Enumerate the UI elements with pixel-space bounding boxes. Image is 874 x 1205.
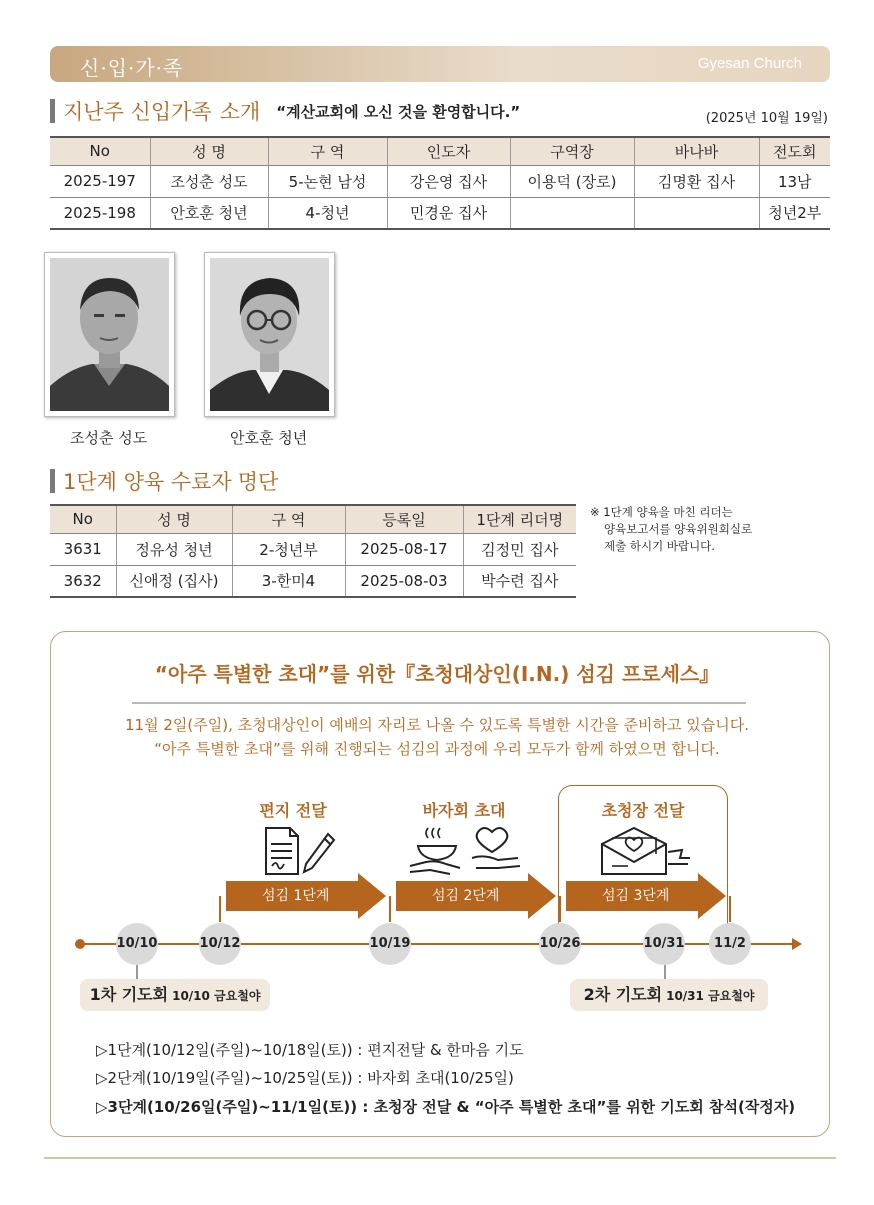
col-header: 1단계 리더명 xyxy=(463,505,576,533)
cell: 2025-197 xyxy=(50,165,150,197)
cell: 3631 xyxy=(50,533,116,565)
cell: 신애정 (집사) xyxy=(116,565,232,597)
stage-detail: ▷1단계(10/12일(주일)~10/18일(토)) : 편지전달 & 한마음 기도 xyxy=(96,1041,524,1059)
cell: 4-청년 xyxy=(268,197,387,229)
table-row xyxy=(50,197,830,229)
col-header: 바나바 xyxy=(634,137,759,165)
prayer-date: 10/31 금요철야 xyxy=(666,989,755,1003)
table-row xyxy=(50,165,830,197)
newcomers-title-suffix: 소개 xyxy=(219,100,261,124)
person-portrait-icon xyxy=(50,258,169,411)
date-marker: 10/31 xyxy=(643,923,685,965)
newcomers-heading xyxy=(50,96,520,126)
envelope-heart-icon xyxy=(598,826,694,878)
cell: 박수련 집사 xyxy=(463,565,576,597)
cell: 2025-08-03 xyxy=(345,565,463,597)
prayer-title: 2차 기도회 xyxy=(583,985,663,1004)
cell: 3632 xyxy=(50,565,116,597)
cell: 민경운 집사 xyxy=(387,197,510,229)
welcome-quote: “계산교회에 오신 것을 환영합니다.” xyxy=(276,102,521,121)
footer-divider xyxy=(44,1157,836,1159)
process-intro-line-2: “아주 특별한 초대”를 위해 진행되는 섬김의 과정에 우리 모두가 함께 하였으면 합니다. xyxy=(154,740,720,758)
connector-line xyxy=(664,965,666,979)
table-header-row xyxy=(50,137,830,165)
prayer-meeting-1 xyxy=(80,979,270,1011)
graduates-note xyxy=(590,504,752,555)
step3-title: 초청장 전달 xyxy=(601,801,685,820)
church-name: Gyesan Church xyxy=(697,55,802,72)
step2-label: 섬김 2단계 xyxy=(432,888,500,904)
col-header: 전도회 xyxy=(759,137,830,165)
issue-date: (2025년 10월 19일) xyxy=(705,111,828,126)
cell: 강은영 집사 xyxy=(387,165,510,197)
date-marker: 10/19 xyxy=(369,923,411,965)
cell xyxy=(634,197,759,229)
cell: 2025-198 xyxy=(50,197,150,229)
step3-label: 섬김 3단계 xyxy=(602,888,670,904)
col-header: 성 명 xyxy=(116,505,232,533)
timeline xyxy=(70,892,806,962)
photo-caption-1: 조성춘 성도 xyxy=(70,429,148,447)
stage-detail: ▷3단계(10/26일(주일)~11/1일(토)) : 초청장 전달 & “아주 특별한 초대”를 위한 기도회 참석(작정자) xyxy=(96,1098,796,1116)
cell: 2-청년부 xyxy=(232,533,345,565)
cell: 13남 xyxy=(759,165,830,197)
cell: 김정민 집사 xyxy=(463,533,576,565)
prayer-meeting-2 xyxy=(570,979,768,1011)
col-header: 구역장 xyxy=(510,137,634,165)
process-intro-line-1: 11월 2일(주일), 초청대상인이 예배의 자리로 나올 수 있도록 특별한 시간을 준비하고 있습니다. xyxy=(125,716,749,734)
banner-title: 신·입·가·족 xyxy=(80,56,184,80)
newcomer-photo-2 xyxy=(204,252,335,417)
photo-caption-2: 안호훈 청년 xyxy=(230,429,308,447)
prayer-title: 1차 기도회 xyxy=(89,985,169,1004)
heading-bar xyxy=(50,469,55,493)
connector-line xyxy=(136,965,138,979)
col-header: 등록일 xyxy=(345,505,463,533)
cell: 2025-08-17 xyxy=(345,533,463,565)
newcomer-photo-1 xyxy=(44,252,175,417)
stage-detail: ▷2단계(10/19일(주일)~10/25일(토)) : 바자회 초대(10/25일) xyxy=(96,1069,514,1087)
person-portrait-icon xyxy=(210,258,329,411)
note-line: 양육보고서를 양육위원회실로 xyxy=(604,522,753,536)
cell: 김명환 집사 xyxy=(634,165,759,197)
col-header: 구 역 xyxy=(232,505,345,533)
note-line: 제출 하시기 바랍니다. xyxy=(604,539,715,553)
heading-bar xyxy=(50,99,55,123)
step2-title: 바자회 초대 xyxy=(422,801,506,820)
date-marker: 10/26 xyxy=(539,923,581,965)
newcomers-table xyxy=(50,136,830,230)
table-row xyxy=(50,565,576,597)
table-row xyxy=(50,533,576,565)
col-header: 구 역 xyxy=(268,137,387,165)
food-heart-icon xyxy=(406,822,526,878)
cell: 정유성 청년 xyxy=(116,533,232,565)
step1-title: 편지 전달 xyxy=(259,801,327,820)
prayer-date: 10/10 금요철야 xyxy=(172,989,261,1003)
date-marker: 10/12 xyxy=(199,923,241,965)
cell xyxy=(510,197,634,229)
col-header: 성 명 xyxy=(150,137,268,165)
note-line: ※ 1단계 양육을 마친 리더는 xyxy=(590,505,733,519)
col-header: No xyxy=(50,505,116,533)
cell: 3-한미4 xyxy=(232,565,345,597)
graduates-title: 1단계 양육 수료자 xyxy=(63,470,232,494)
cell: 안호훈 청년 xyxy=(150,197,268,229)
cell: 조성춘 성도 xyxy=(150,165,268,197)
cell: 이용덕 (장로) xyxy=(510,165,634,197)
page-banner xyxy=(50,46,830,82)
title-divider xyxy=(132,702,746,704)
cell: 청년2부 xyxy=(759,197,830,229)
table-header-row xyxy=(50,505,576,533)
col-header: No xyxy=(50,137,150,165)
graduates-table xyxy=(50,504,576,598)
col-header: 인도자 xyxy=(387,137,510,165)
letter-pen-icon xyxy=(262,822,338,878)
step1-label: 섬김 1단계 xyxy=(262,888,330,904)
date-marker: 10/10 xyxy=(116,923,158,965)
graduates-heading xyxy=(50,466,278,496)
cell: 5-논현 남성 xyxy=(268,165,387,197)
graduates-title-suffix: 명단 xyxy=(237,470,279,494)
date-marker: 11/2 xyxy=(709,923,751,965)
newcomers-title: 지난주 신입가족 xyxy=(63,100,212,124)
process-title: “아주 특별한 초대”를 위한『초청대상인(I.N.) 섬김 프로세스』 xyxy=(154,662,720,686)
